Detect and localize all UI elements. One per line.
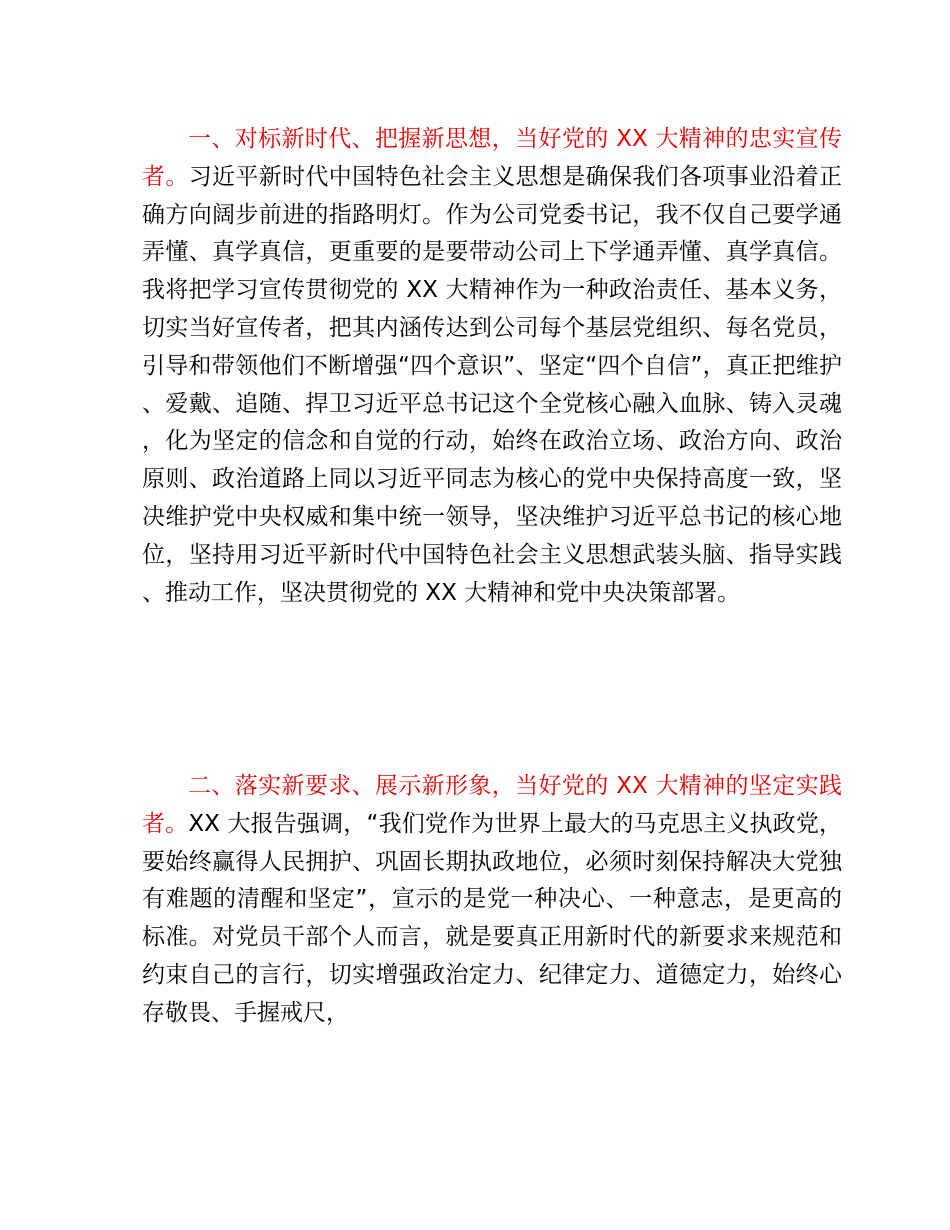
paragraph-1 — [142, 121, 842, 612]
paragraph-2-heading: 二、落实新要求、展示新形象，当好党的 XX 大精神的坚定实践者。 — [142, 773, 842, 837]
paragraph-1-heading: 一、对标新时代、把握新思想，当好党的 XX 大精神的忠实宣传者。 — [142, 126, 842, 190]
paragraph-2 — [142, 768, 842, 1033]
paragraph-1-body: 习近平新时代中国特色社会主义思想是确保我们各项事业沿着正确方向阔步前进的指路明灯。作为公司党委书记，我不仅自己要学通弄懂、真学真信，更重要的是要带动公司上下学通弄懂、真学真信。我将把学习宣传贯彻党的 XX 大精神作为一种政治责任、基本义务，切实当好宣传者，把其内涵传达到公司每个基层党组织、每名党员，引导和带领他们不断增强“四个意识”、坚定“四个自信”，真正把维护、爱戴、追随、捍卫习近平总书记这个全党核心融入血脉、铸入灵魂，化为坚定的信念和自觉的行动，始终在政治立场、政治方向、政治原则、政治道路上同以习近平同志为核心的党中央保持高度一致，坚决维护党中央权威和集中统一领导，坚决维护习近平总书记的核心地位，坚持用习近平新时代中国特色社会主义思想武装头脑、指导实践、推动工作，坚决贯彻党的 XX 大精神和党中央决策部署。 — [142, 163, 843, 606]
paragraph-2-body: XX 大报告强调，“我们党作为世界上最大的马克思主义执政党，要始终赢得人民拥护、巩固长期执政地位，必须时刻保持解决大党独有难题的清醒和坚定”，宣示的是党一种决心、一种意志，是更高的标准。对党员干部个人而言，就是要真正用新时代的新要求来规范和约束自己的言行，切实增强政治定力、纪律定力、道德定力，始终心存敬畏、手握戒尺， — [142, 810, 843, 1026]
